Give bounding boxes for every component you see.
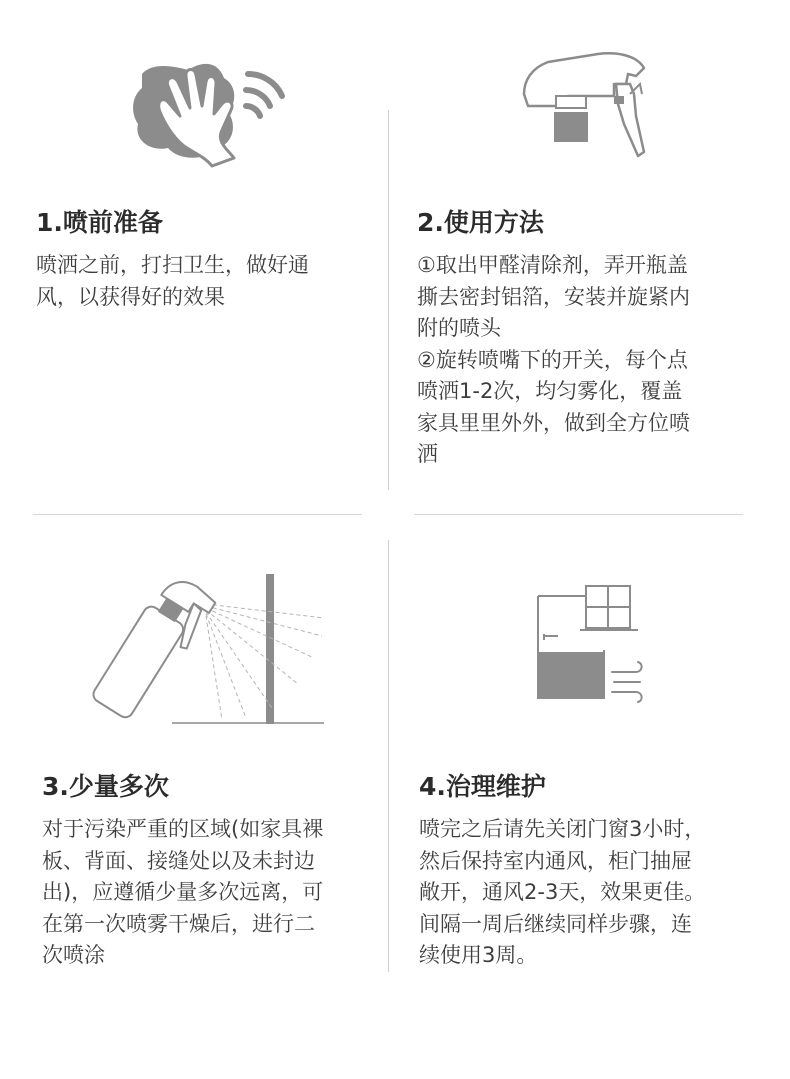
step-2-line: ①取出甲醛清除剂，弄开瓶盖 bbox=[417, 253, 688, 277]
step-3-line: 在第一次喷雾干燥后，进行二 bbox=[42, 911, 315, 936]
step-2-title: 2.使用方法 bbox=[417, 208, 544, 237]
step-2-line: ②旋转喷嘴下的开关，每个点 bbox=[417, 347, 688, 372]
step-2-line: 附的喷头 bbox=[417, 316, 501, 340]
wiping-hand-icon bbox=[128, 52, 298, 170]
spray-trigger-icon bbox=[518, 50, 658, 165]
step-2-line: 家具里里外外，做到全方位喷 bbox=[417, 410, 690, 435]
step-3-text bbox=[42, 814, 377, 972]
vertical-divider-top bbox=[388, 110, 389, 490]
step-3-line: 出)，应遵循少量多次远离，可 bbox=[42, 880, 324, 904]
horizontal-divider-left bbox=[33, 514, 362, 515]
step-3-line: 次喷涂 bbox=[42, 943, 105, 967]
room-ventilation-icon bbox=[534, 584, 654, 704]
step-4-line: 喷完之后请先关闭门窗3小时， bbox=[419, 817, 706, 841]
step-2-line: 洒 bbox=[417, 442, 438, 466]
step-1-title: 1.喷前准备 bbox=[36, 208, 163, 237]
step-4-title: 4.治理维护 bbox=[419, 772, 546, 801]
vertical-divider-bottom bbox=[388, 540, 389, 972]
step-3-line: 对于污染严重的区域(如家具裸 bbox=[42, 817, 324, 841]
step-4-line: 敞开，通风2-3天，效果更佳。 bbox=[419, 880, 706, 904]
spray-bottle-wall-icon bbox=[72, 566, 334, 728]
step-4-line: 续使用3周。 bbox=[419, 943, 538, 967]
step-2-text bbox=[417, 250, 757, 471]
step-1-text bbox=[36, 250, 371, 313]
step-4-line: 然后保持室内通风，柜门抽屉 bbox=[419, 848, 692, 873]
step-4-line: 间隔一周后继续同样步骤，连 bbox=[419, 911, 692, 936]
step-1-line: 风，以获得好的效果 bbox=[36, 284, 225, 309]
step-1-line: 喷洒之前，打扫卫生，做好通 bbox=[36, 253, 309, 277]
horizontal-divider-right bbox=[414, 514, 743, 515]
step-4-text bbox=[419, 814, 759, 972]
step-3-title: 3.少量多次 bbox=[42, 772, 169, 801]
step-3-line: 板、背面、接缝处以及未封边 bbox=[42, 848, 315, 873]
step-2-line: 喷洒1-2次，均匀雾化，覆盖 bbox=[417, 379, 683, 403]
step-2-line: 撕去密封铝箔，安装并旋紧内 bbox=[417, 284, 690, 309]
